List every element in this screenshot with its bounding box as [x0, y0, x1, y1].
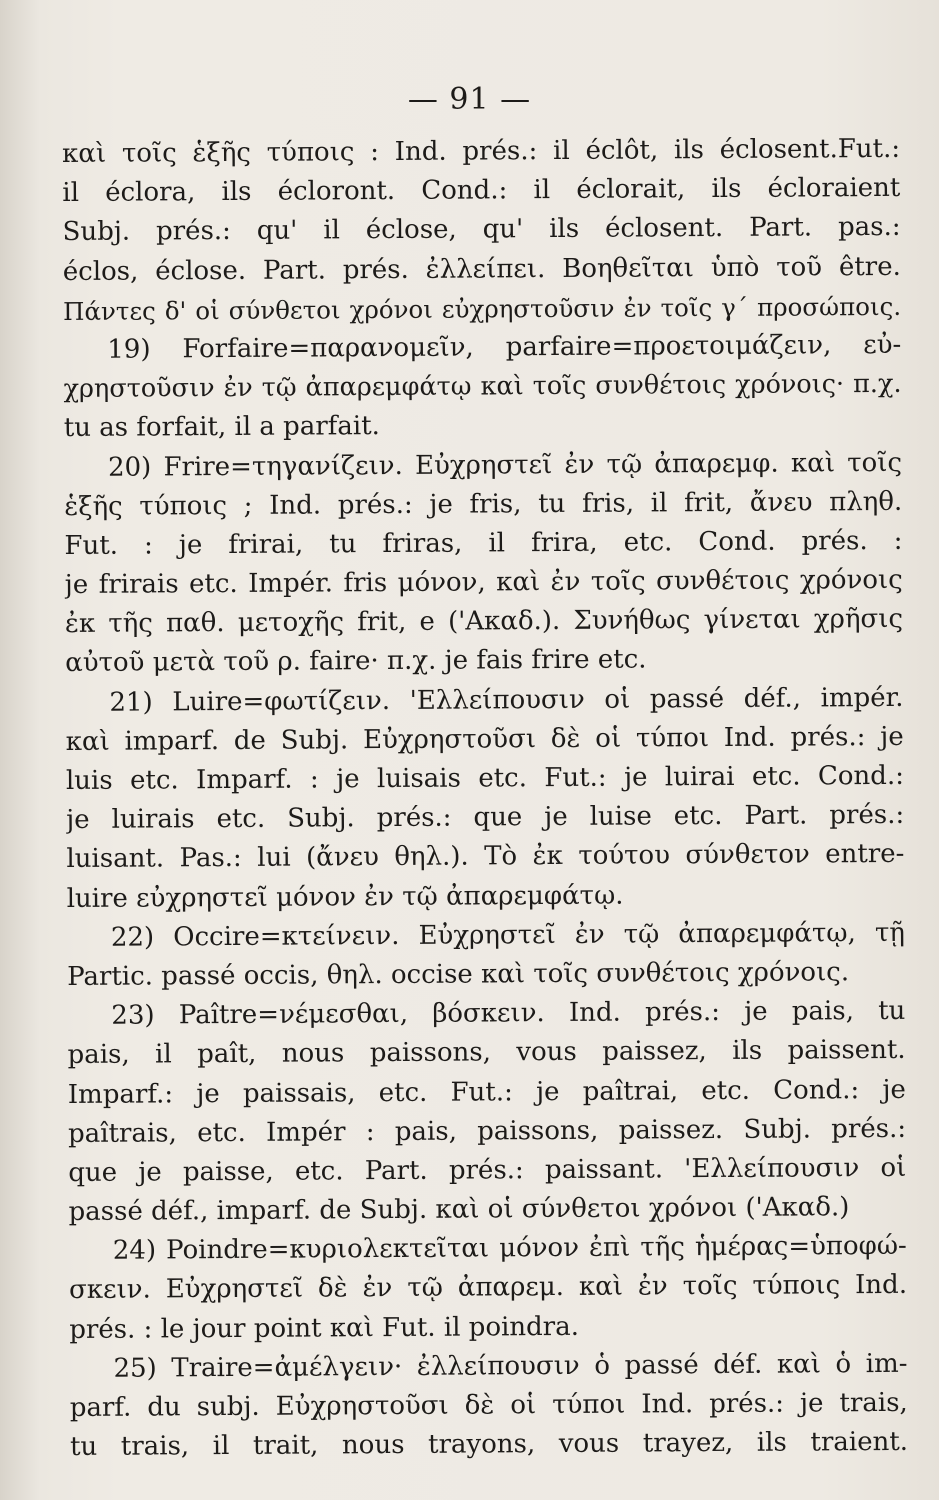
text-line: passé déf., imparf. de Subj. καὶ οἱ σύνθετοι χρόνοι ('Ακαδ.): [68, 1192, 850, 1228]
text-line: luire εὐχρηστεῖ μόνον ἐν τῷ ἀπαρεμφάτῳ.: [66, 880, 624, 914]
text-line: αὐτοῦ μετὰ τοῦ ρ. faire· π.χ. je fais frire etc.: [65, 644, 647, 679]
text-line: Subj. prés.: qu' il éclose, qu' ils éclosent. Part. pas.:: [62, 212, 901, 248]
text-line: paîtrais, etc. Impér : pais, paissons, paissez. Subj. prés.:: [68, 1113, 907, 1149]
text-line: 21) Luire=φωτίζειν. 'Ελλείπουσιν οἱ passé déf., impér.: [109, 682, 904, 718]
text-line: que je paisse, etc. Part. prés.: paissant. 'Ελλείπουσιν οἱ: [68, 1152, 907, 1188]
text-line: je frirais etc. Impér. fris μόνον, καὶ ἐν τοῖς συνθέτοις χρόνοις: [64, 564, 903, 601]
text-line: χρηστοῦσιν ἐν τῷ ἀπαρεμφάτῳ καὶ τοῖς συνθέτοις χρόνοις· π.χ.: [63, 369, 902, 405]
text-line: parf. du subj. Εὐχρηστοῦσι δὲ οἱ τύποι Ind. prés.: je trais,: [69, 1387, 908, 1423]
text-line: 25) Traire=ἀμέλγειν· ἐλλείπουσιν ὁ passé déf. καὶ ὁ im-: [113, 1348, 908, 1384]
text-line: tu trais, il trait, nous trayons, vous trayez, ils traient.: [69, 1427, 909, 1463]
text-line: σκειν. Εὐχρηστεῖ δὲ ἐν τῷ ἀπαρεμ. καὶ ἐν τοῖς τύποις Ind.: [68, 1270, 908, 1306]
text-line: je luirais etc. Subj. prés.: que je luise etc. Part. prés.:: [66, 800, 905, 836]
text-line: Partic. passé occis, θηλ. occise καὶ τοῖς συνθέτοις χρόνοις.: [67, 957, 850, 992]
body-text: [62, 130, 908, 1467]
text-line: Πάντες δ' οἱ σύνθετοι χρόνοι εὐχρηστοῦσιν ἐν τοῖς γ΄ προσώποις.: [62, 291, 902, 326]
text-line: 23) Paître=νέμεσθαι, βόσκειν. Ind. prés.: je pais, tu: [111, 995, 906, 1031]
text-line: καὶ τοῖς ἑξῆς τύποις : Ind. prés.: il éclôt, ils éclosent.Fut.:: [62, 133, 901, 169]
text-line: il éclora, ils écloront. Cond.: il éclorait, ils écloraient: [62, 173, 901, 209]
text-line: ἐκ τῆς παθ. μετοχῆς frit, e ('Ακαδ.). Συνήθως γίνεται χρῆσις: [64, 604, 904, 640]
text-line: Imparf.: je paissais, etc. Fut.: je paîtrai, etc. Cond.: je: [67, 1074, 906, 1110]
text-line: ἑξῆς τύποις ; Ind. prés.: je fris, tu fris, il frit, ἄνευ πληθ.: [64, 486, 903, 522]
text-line: éclos, éclose. Part. prés. ἐλλείπει. Βοηθεῖται ὑπὸ τοῦ être.: [62, 251, 901, 287]
text-line: luisant. Pas.: lui (ἄνευ θηλ.). Τὸ ἐκ τούτου σύνθετον entre-: [66, 839, 905, 875]
text-line: 19) Forfaire=παρανομεῖν, parfaire=προετοιμάζειν, εὐ-: [107, 329, 902, 365]
text-line: καὶ imparf. de Subj. Εὐχρηστοῦσι δὲ οἱ τύποι Ind. prés.: je: [65, 721, 904, 757]
text-line: pais, il paît, nous paissons, vous paissez, ils paissent.: [67, 1035, 906, 1071]
text-line: 20) Frire=τηγανίζειν. Εὐχρηστεῖ ἐν τῷ ἀπαρεμφ. καὶ τοῖς: [107, 447, 903, 483]
text-line: prés. : le jour point καὶ Fut. il poindra.: [69, 1311, 580, 1345]
text-line: tu as forfait, il a parfait.: [63, 411, 380, 444]
page-number: — 91 —: [407, 82, 532, 117]
text-line: 24) Poindre=κυριολεκτεῖται μόνον ἐπὶ τῆς ἡμέρας=ὑποφώ-: [112, 1231, 907, 1266]
text-line: Fut. : je frirai, tu friras, il frira, etc. Cond. prés. :: [64, 525, 903, 561]
text-line: luis etc. Imparf. : je luisais etc. Fut.: je luirai etc. Cond.:: [65, 760, 905, 796]
text-line: 22) Occire=κτείνειν. Εὐχρηστεῖ ἐν τῷ ἀπαρεμφάτῳ, τῇ: [110, 917, 905, 953]
